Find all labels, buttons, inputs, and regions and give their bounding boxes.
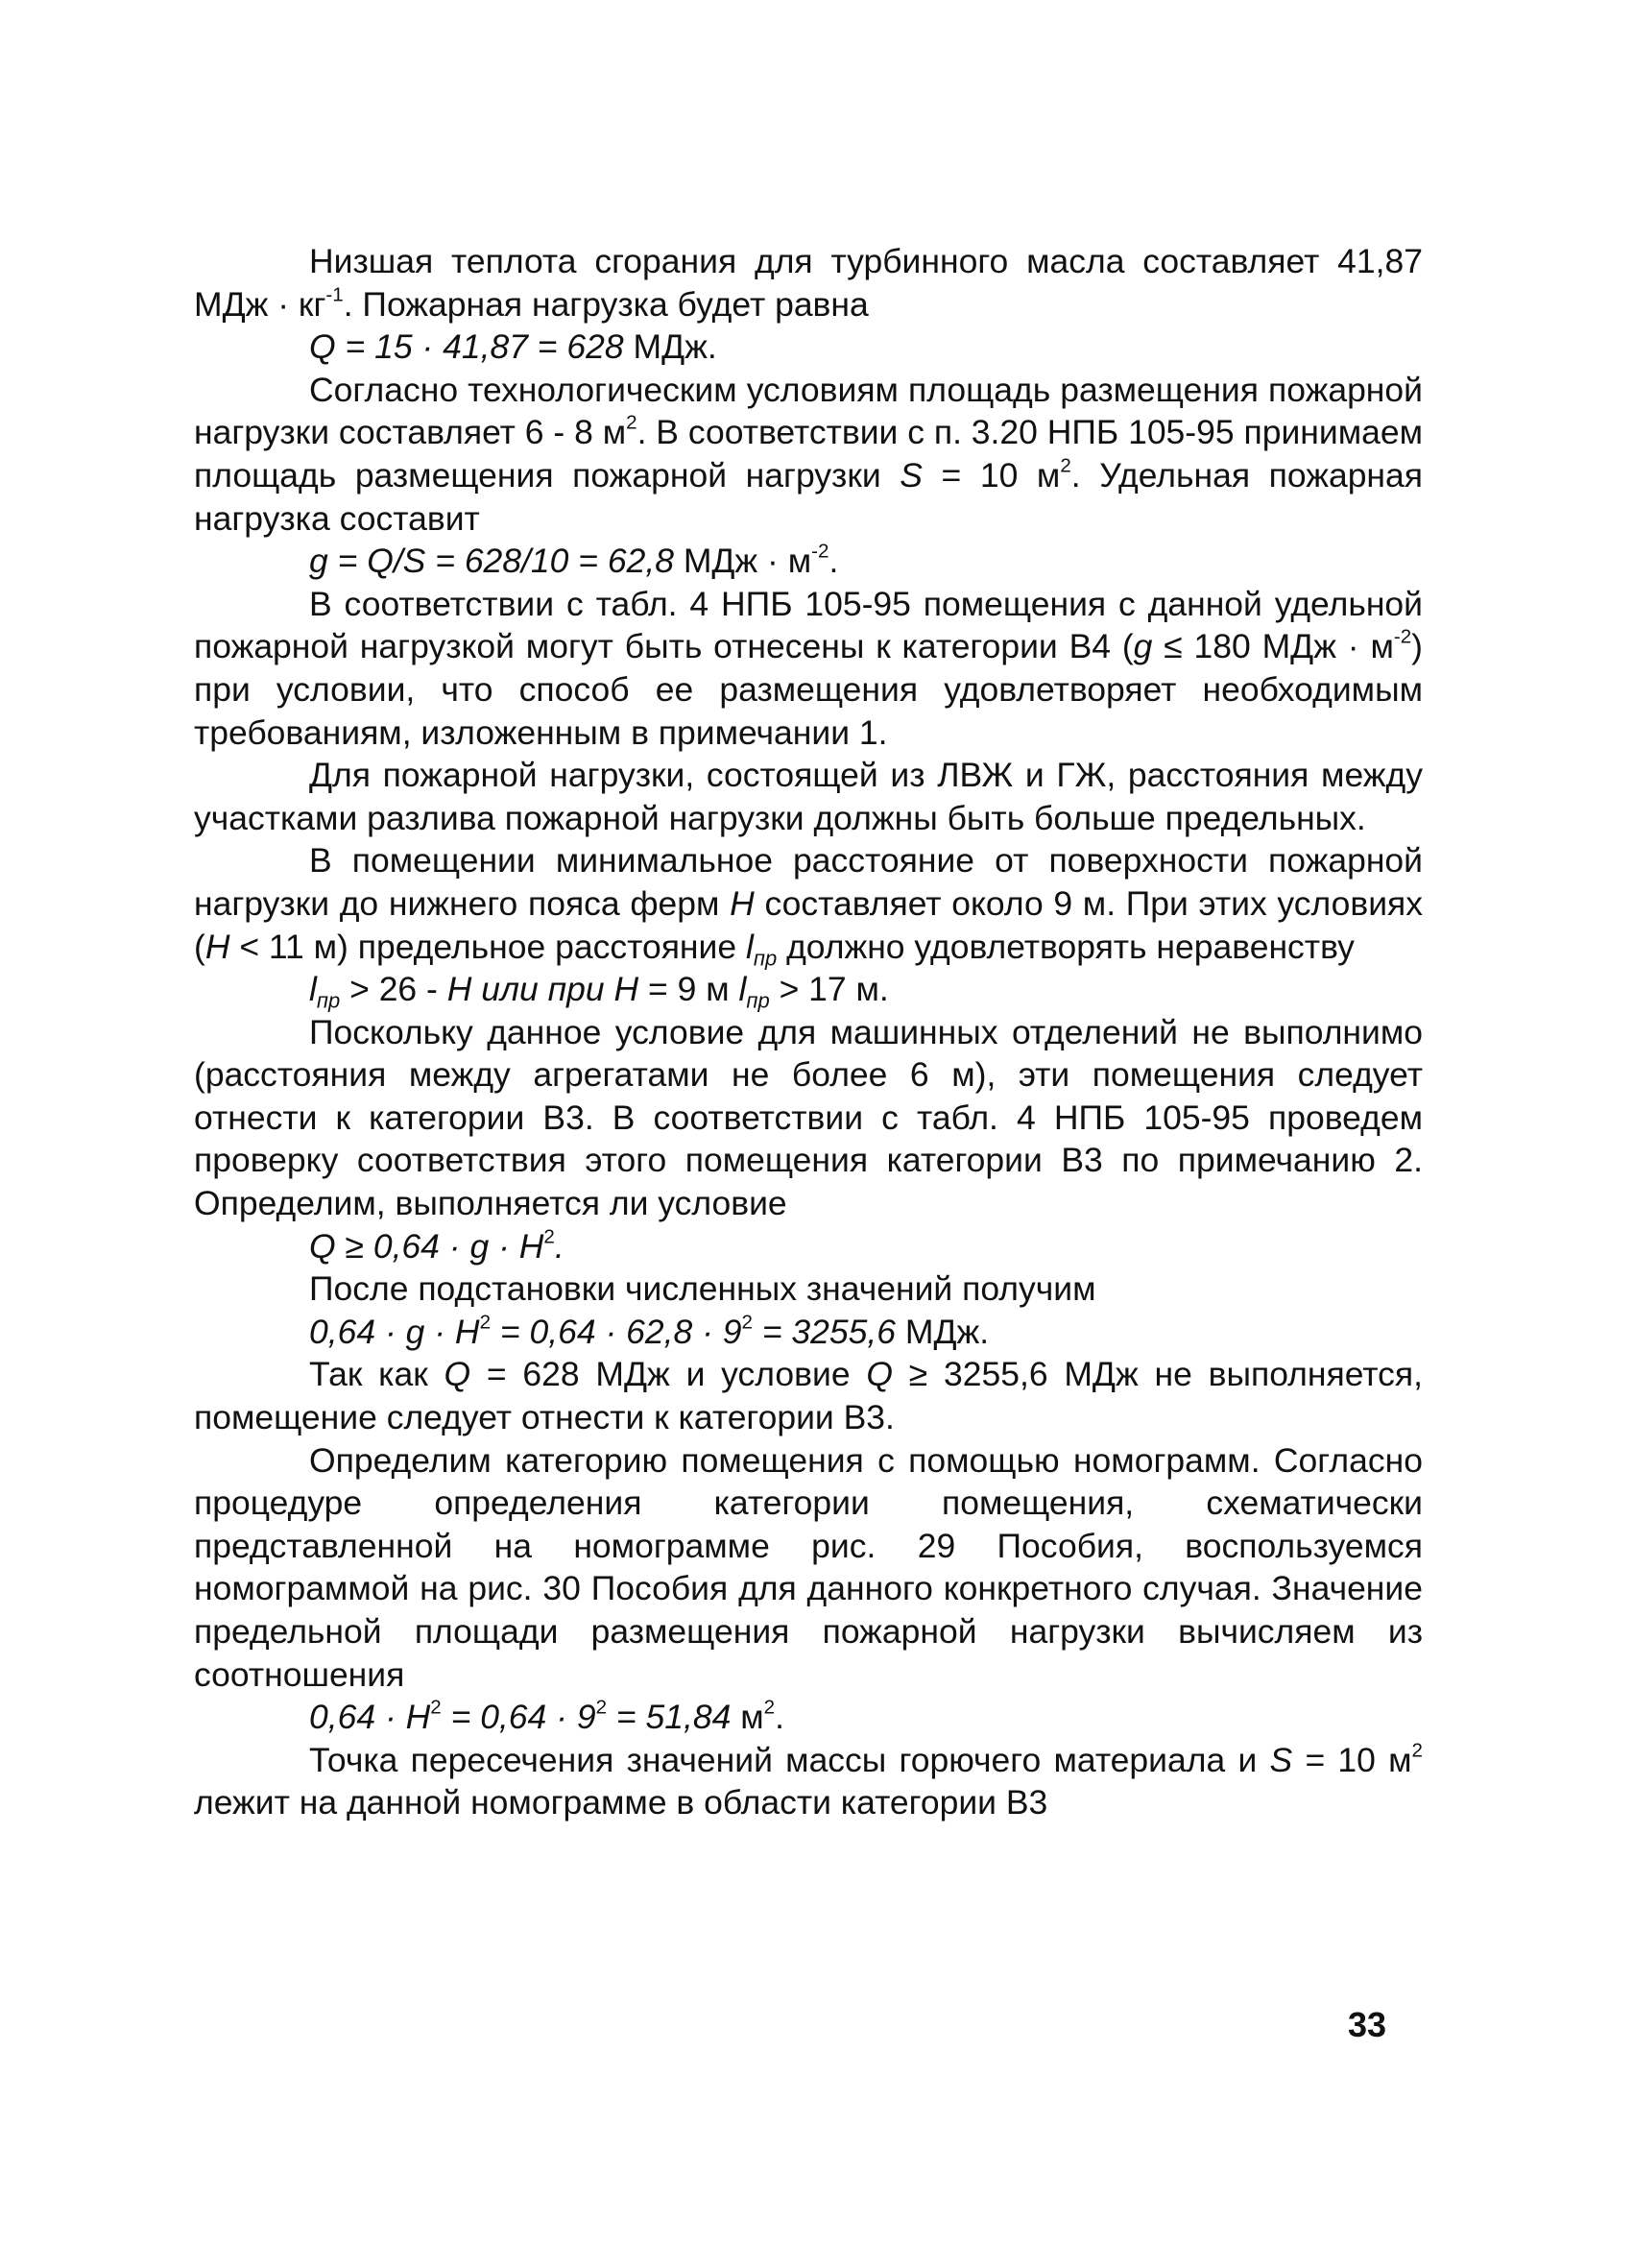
paragraph-intersection-point: Точка пересечения значений массы горючего материала и S = 10 $м^2$ лежит на данной номограмме в области категории В3	[194, 1739, 1423, 1822]
paragraph-minimum-distance: В помещении минимальное расстояние от поверхности пожарной нагрузки до нижнего пояса ферм H составляет около 9 м. При этих условиях (H < 11 м) предельное расстояние $l_{пр}$ должно удовлетворять неравенству	[194, 841, 1424, 971]
formula-limit-area: $0,64 \cdot H^2 = 0,64 \cdot 9^2 = 51,84$ $м^2$.	[309, 1696, 784, 1737]
paragraph-nomogram: Определим категорию помещения с помощью номограмм. Согласно процедуре определения категории помещения, схематически представленной на номограмме рис. 29 Пособия, воспользуемся номограммой на рис. 30 Пособия для данного конкретного случая. Значение предельной площади размещения пожарной нагрузки вычисляем из соотношения	[194, 1440, 1423, 1694]
formula-condition: $Q \ge 0,64 \cdot g \cdot H^2$.	[309, 1225, 564, 1266]
formula-fire-load: Q = 15 · 41,87 = 628 МДж.	[309, 327, 717, 367]
paragraph-heat-of-combustion: Низшая теплота сгорания для турбинного масла составляет 41,87 МДж · $кг^{-1}$. Пожарная нагрузка будет равна	[194, 242, 1423, 324]
paragraph-conclusion: Так как Q = 628 МДж и условие Q ≥ 3255,6 МДж не выполняется, помещение следует отнести к категории В3.	[194, 1355, 1423, 1437]
page-number: 33	[1348, 2005, 1387, 2044]
paragraph-placement-area: Согласно технологическим условиям площадь размещения пожарной нагрузки составляет 6 - 8 $м^2$. В соответствии с п. 3.20 НПБ 105-95 принимаем площадь размещения пожарной нагрузки S = 10 $м^2$. Удельная пожарная нагрузка составит	[194, 370, 1424, 538]
line-after-substitution: После подстановки численных значений получим	[309, 1269, 1096, 1309]
paragraph-category-b4: В соответствии с табл. 4 НПБ 105-95 помещения с данной удельной пожарной нагрузкой могут быть отнесены к категории В4 (g ≤ 180 МДж · $м^{-2}$) при условии, что способ ее размещения удовлетворяет необходимым требованиям, изложенным в примечании 1.	[194, 584, 1423, 752]
paragraph-flammable-liquids: Для пожарной нагрузки, состоящей из ЛВЖ и ГЖ, расстояния между участками разлива пожарной нагрузки должны быть больше предельных.	[194, 756, 1423, 837]
formula-limit-distance: $l_{пр} > 26 - H$ или при H = 9 м $l_{пр} > 17$ м.	[309, 970, 889, 1013]
paragraph-category-b3: Поскольку данное условие для машинных отделений не выполнимо (расстояния между агрегатами не более 6 м), эти помещения следует отнести к категории В3. В соответствии с табл. 4 НПБ 105-95 проведем проверку соответствия этого помещения категории В3 по примечанию 2. Определим, выполняется ли условие	[194, 1012, 1423, 1223]
formula-specific-load: g = Q/S = 628/10 = 62,8 МДж · $м^{-2}$.	[309, 540, 839, 581]
body-text	[194, 240, 1423, 1824]
formula-substitution: $0,64 \cdot g \cdot H^2 = 0,64 \cdot 62,8 \cdot 9^2 = 3255,6$ МДж.	[309, 1311, 990, 1351]
